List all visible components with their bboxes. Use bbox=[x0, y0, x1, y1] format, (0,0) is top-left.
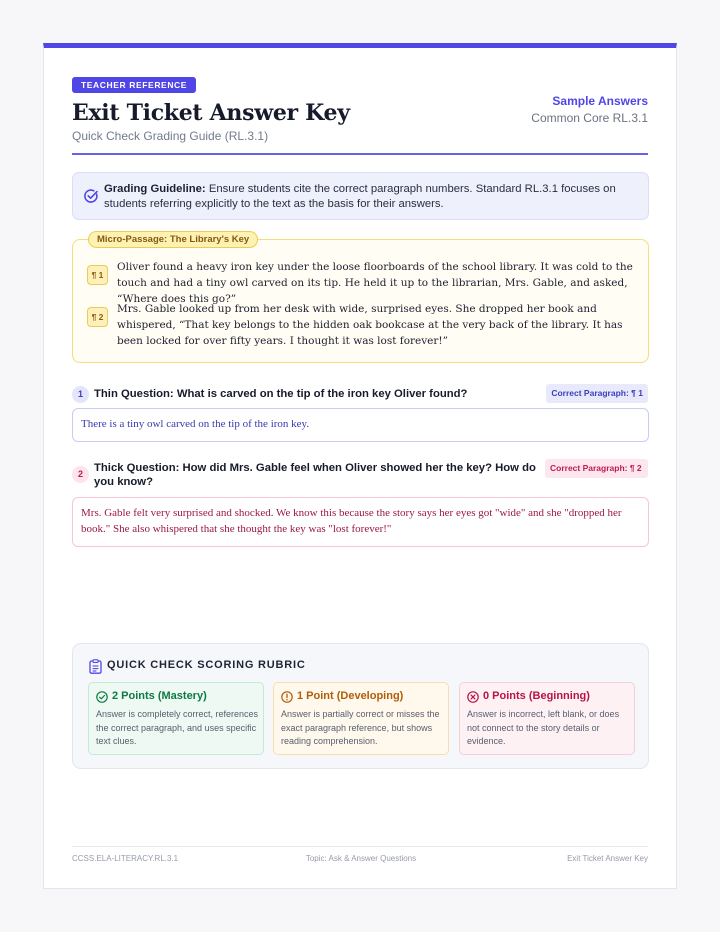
sample-answers-label: Sample Answers bbox=[552, 94, 648, 108]
page-title: Exit Ticket Answer Key bbox=[72, 100, 350, 126]
answer-key-page bbox=[43, 43, 677, 889]
rubric-description-beginning: Answer is incorrect, left blank, or does not connect to the story details or evidence. bbox=[467, 709, 620, 746]
alert-circle-icon bbox=[281, 691, 293, 703]
footer-title: Exit Ticket Answer Key bbox=[567, 854, 648, 863]
paragraph-marker-2: ¶ 2 bbox=[87, 307, 108, 327]
rubric-heading-developing: 1 Point (Developing) bbox=[297, 690, 404, 702]
teacher-reference-badge: TEACHER REFERENCE bbox=[72, 77, 196, 93]
standard-label: Common Core RL.3.1 bbox=[531, 111, 648, 125]
correct-paragraph-tag-1: Correct Paragraph: ¶ 1 bbox=[546, 384, 648, 403]
rubric-title: QUICK CHECK SCORING RUBRIC bbox=[107, 659, 306, 671]
scoring-rubric-panel bbox=[72, 643, 649, 769]
rubric-description-mastery: Answer is completely correct, references the correct paragraph, and uses specific text clues. bbox=[96, 709, 259, 746]
correct-paragraph-tag-2: Correct Paragraph: ¶ 2 bbox=[545, 459, 648, 478]
rubric-card-developing bbox=[273, 682, 449, 755]
paragraph-2-text: Mrs. Gable looked up from her desk with wide, surprised eyes. She dropped her book and whispered, “That key belongs to the hidden oak bookcase at the very back of the library. It has been locked for over fifty years. I thought it was lost forever!” bbox=[117, 303, 623, 347]
rubric-heading-mastery: 2 Points (Mastery) bbox=[112, 690, 207, 702]
micro-passage-box bbox=[72, 234, 649, 363]
footer-standard: CCSS.ELA-LITERACY.RL.3.1 bbox=[72, 854, 179, 863]
grading-guideline-callout bbox=[72, 172, 649, 220]
rubric-heading-beginning: 0 Points (Beginning) bbox=[483, 690, 590, 702]
header-divider bbox=[72, 153, 648, 155]
clipboard-icon bbox=[89, 659, 102, 674]
answer-2-text: Mrs. Gable felt very surprised and shocked. We know this because the story says her eyes got "wide" and she "dropped her book." She also whispered that she thought the key was "lost forever!" bbox=[81, 507, 622, 535]
x-circle-icon bbox=[467, 691, 479, 703]
answer-box-1 bbox=[72, 408, 649, 442]
paragraph-marker-1: ¶ 1 bbox=[87, 265, 108, 285]
paragraph-1-text: Oliver found a heavy iron key under the loose floorboards of the school library. It was cold to the touch and had a tiny owl carved on its tip. He held it up to the librarian, Mrs. Gable, and asked, “Where does this go?” bbox=[117, 261, 633, 305]
guideline-text bbox=[104, 182, 634, 211]
footer-topic: Topic: Ask & Answer Questions bbox=[305, 854, 417, 863]
rubric-description-developing: Answer is partially correct or misses the exact paragraph reference, but shows reading comprehension. bbox=[281, 709, 440, 746]
rubric-card-mastery bbox=[88, 682, 264, 755]
question-2-text: Thick Question: How did Mrs. Gable feel when Oliver showed her the key? How do you know? bbox=[94, 462, 536, 488]
check-circle-icon bbox=[83, 188, 99, 204]
question-1-text: Thin Question: What is carved on the tip of the iron key Oliver found? bbox=[94, 388, 468, 400]
passage-title-pill: Micro-Passage: The Library's Key bbox=[88, 231, 258, 248]
guideline-body: Ensure students cite the correct paragraph numbers. Standard RL.3.1 focuses on students referring explicitly to the text as the basis for their answers. bbox=[104, 183, 616, 210]
check-circle-icon bbox=[96, 691, 108, 703]
footer-divider bbox=[72, 846, 648, 847]
answer-1-text: There is a tiny owl carved on the tip of the iron key. bbox=[81, 418, 310, 430]
answer-box-2 bbox=[72, 497, 649, 547]
rubric-card-beginning bbox=[459, 682, 635, 755]
question-number-1: 1 bbox=[72, 386, 89, 403]
guideline-label: Grading Guideline: bbox=[104, 183, 206, 195]
page-subtitle: Quick Check Grading Guide (RL.3.1) bbox=[72, 129, 269, 143]
question-number-2: 2 bbox=[72, 466, 89, 483]
